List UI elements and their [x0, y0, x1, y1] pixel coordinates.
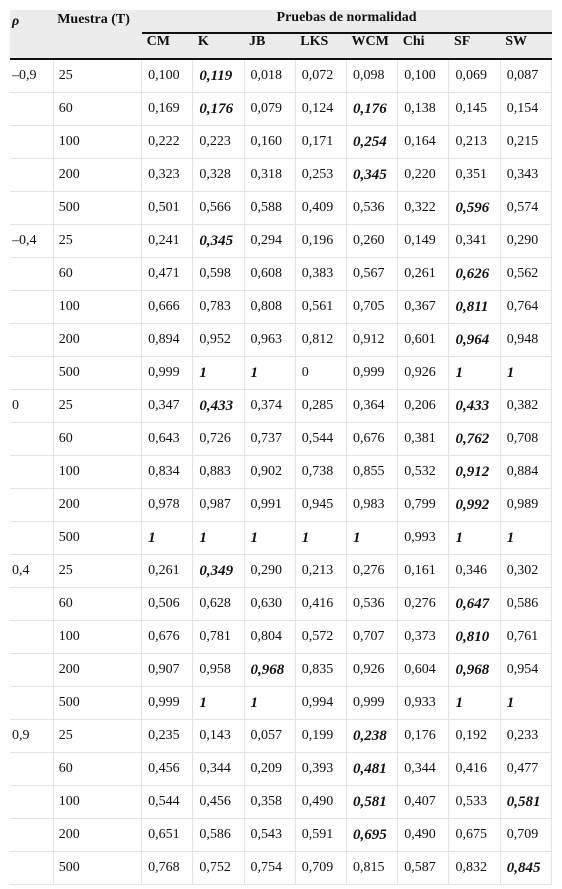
table-row: [10, 291, 552, 324]
value-cell-lks: 0,409: [295, 192, 346, 225]
value-cell-k: 0,952: [193, 324, 244, 357]
value-cell-wcm: 0,567: [347, 258, 398, 291]
value-cell-jb: 1: [244, 522, 295, 555]
value-cell-chi: 0,799: [398, 489, 449, 522]
value-cell-sw: 0,087: [500, 59, 551, 93]
value-cell-wcm: 0,999: [347, 687, 398, 720]
value-cell-sw: 0,215: [500, 126, 551, 159]
value-cell-cm: 0,643: [142, 423, 193, 456]
rho-cell: [10, 852, 53, 885]
value-cell-sw: 0,477: [500, 753, 551, 786]
sample-cell: 200: [53, 819, 141, 852]
header-sample: Muestra (T): [53, 10, 141, 59]
value-cell-jb: 0,318: [244, 159, 295, 192]
value-cell-k: 1: [193, 357, 244, 390]
value-cell-sw: 0,954: [500, 654, 551, 687]
value-cell-k: 0,726: [193, 423, 244, 456]
value-cell-lks: 0,572: [295, 621, 346, 654]
value-cell-k: 0,883: [193, 456, 244, 489]
value-cell-jb: 0,991: [244, 489, 295, 522]
rho-cell: –0,4: [10, 225, 53, 258]
value-cell-jb: 0,608: [244, 258, 295, 291]
rho-cell: [10, 753, 53, 786]
sample-cell: 100: [53, 621, 141, 654]
value-cell-wcm: 0,176: [347, 93, 398, 126]
value-cell-chi: 0,344: [398, 753, 449, 786]
value-cell-chi: 0,993: [398, 522, 449, 555]
rho-cell: [10, 456, 53, 489]
value-cell-lks: 1: [295, 522, 346, 555]
sample-cell: 500: [53, 687, 141, 720]
value-cell-sw: 0,708: [500, 423, 551, 456]
value-cell-cm: 0,999: [142, 357, 193, 390]
value-cell-lks: 0,561: [295, 291, 346, 324]
rho-cell: [10, 654, 53, 687]
value-cell-lks: 0,812: [295, 324, 346, 357]
value-cell-cm: 1: [142, 522, 193, 555]
value-cell-sw: 0,562: [500, 258, 551, 291]
value-cell-wcm: 0,581: [347, 786, 398, 819]
value-cell-k: 0,987: [193, 489, 244, 522]
value-cell-cm: 0,651: [142, 819, 193, 852]
value-cell-chi: 0,587: [398, 852, 449, 885]
sample-cell: 60: [53, 258, 141, 291]
value-cell-k: 0,781: [193, 621, 244, 654]
table-row: [10, 489, 552, 522]
value-cell-wcm: 0,364: [347, 390, 398, 423]
value-cell-wcm: 0,676: [347, 423, 398, 456]
value-cell-jb: 0,804: [244, 621, 295, 654]
value-cell-chi: 0,138: [398, 93, 449, 126]
value-cell-lks: 0,393: [295, 753, 346, 786]
value-cell-chi: 0,161: [398, 555, 449, 588]
value-cell-lks: 0,591: [295, 819, 346, 852]
value-cell-cm: 0,506: [142, 588, 193, 621]
value-cell-wcm: 0,695: [347, 819, 398, 852]
value-cell-sw: 0,989: [500, 489, 551, 522]
value-cell-lks: 0,738: [295, 456, 346, 489]
value-cell-chi: 0,322: [398, 192, 449, 225]
value-cell-k: 0,176: [193, 93, 244, 126]
value-cell-chi: 0,100: [398, 59, 449, 93]
value-cell-sf: 0,533: [449, 786, 500, 819]
value-cell-k: 0,628: [193, 588, 244, 621]
value-cell-sf: 0,762: [449, 423, 500, 456]
value-cell-chi: 0,220: [398, 159, 449, 192]
value-cell-chi: 0,490: [398, 819, 449, 852]
header-tests-group: Pruebas de normalidad: [142, 10, 552, 33]
value-cell-jb: 0,160: [244, 126, 295, 159]
value-cell-k: 0,119: [193, 59, 244, 93]
value-cell-chi: 0,381: [398, 423, 449, 456]
value-cell-jb: 0,209: [244, 753, 295, 786]
value-cell-chi: 0,164: [398, 126, 449, 159]
table-row: [10, 324, 552, 357]
rho-cell: [10, 159, 53, 192]
table-row: [10, 786, 552, 819]
rho-cell: [10, 258, 53, 291]
table-row: [10, 357, 552, 390]
value-cell-cm: 0,907: [142, 654, 193, 687]
rho-cell: [10, 93, 53, 126]
value-cell-wcm: 0,276: [347, 555, 398, 588]
value-cell-sw: 0,154: [500, 93, 551, 126]
value-cell-cm: 0,676: [142, 621, 193, 654]
value-cell-jb: 0,018: [244, 59, 295, 93]
value-cell-k: 0,344: [193, 753, 244, 786]
table-row: [10, 159, 552, 192]
value-cell-sw: 0,845: [500, 852, 551, 885]
value-cell-lks: 0,213: [295, 555, 346, 588]
value-cell-k: 1: [193, 687, 244, 720]
value-cell-chi: 0,149: [398, 225, 449, 258]
header-test-k: K: [193, 33, 244, 59]
rho-cell: [10, 291, 53, 324]
sample-cell: 200: [53, 324, 141, 357]
value-cell-sw: 0,586: [500, 588, 551, 621]
value-cell-sf: 0,192: [449, 720, 500, 753]
header-test-cm: CM: [142, 33, 193, 59]
table-row: [10, 192, 552, 225]
normality-tests-table: [10, 10, 552, 885]
value-cell-sf: 0,912: [449, 456, 500, 489]
sample-cell: 100: [53, 126, 141, 159]
value-cell-jb: 0,079: [244, 93, 295, 126]
value-cell-sw: 0,948: [500, 324, 551, 357]
table-row: [10, 522, 552, 555]
value-cell-sw: 1: [500, 357, 551, 390]
value-cell-sw: 0,574: [500, 192, 551, 225]
value-cell-k: 0,143: [193, 720, 244, 753]
header-test-sf: SF: [449, 33, 500, 59]
value-cell-sf: 0,968: [449, 654, 500, 687]
value-cell-sf: 1: [449, 687, 500, 720]
value-cell-sf: 0,069: [449, 59, 500, 93]
sample-cell: 500: [53, 522, 141, 555]
value-cell-cm: 0,978: [142, 489, 193, 522]
value-cell-sw: 1: [500, 522, 551, 555]
value-cell-jb: 0,902: [244, 456, 295, 489]
value-cell-chi: 0,933: [398, 687, 449, 720]
value-cell-chi: 0,261: [398, 258, 449, 291]
value-cell-sf: 1: [449, 522, 500, 555]
table-body: [10, 59, 552, 885]
sample-cell: 60: [53, 93, 141, 126]
sample-cell: 200: [53, 159, 141, 192]
sample-cell: 100: [53, 291, 141, 324]
rho-cell: [10, 192, 53, 225]
value-cell-wcm: 0,536: [347, 192, 398, 225]
value-cell-sw: 0,761: [500, 621, 551, 654]
value-cell-cm: 0,235: [142, 720, 193, 753]
table-row: [10, 93, 552, 126]
table-row: [10, 819, 552, 852]
value-cell-wcm: 0,926: [347, 654, 398, 687]
value-cell-sf: 0,433: [449, 390, 500, 423]
value-cell-wcm: 0,238: [347, 720, 398, 753]
value-cell-sw: 0,382: [500, 390, 551, 423]
rho-cell: 0,9: [10, 720, 53, 753]
value-cell-jb: 1: [244, 687, 295, 720]
value-cell-jb: 0,963: [244, 324, 295, 357]
value-cell-sf: 0,596: [449, 192, 500, 225]
value-cell-chi: 0,604: [398, 654, 449, 687]
header-test-wcm: WCM: [347, 33, 398, 59]
value-cell-sf: 0,811: [449, 291, 500, 324]
value-cell-sf: 0,832: [449, 852, 500, 885]
value-cell-sf: 1: [449, 357, 500, 390]
value-cell-lks: 0,196: [295, 225, 346, 258]
value-cell-wcm: 0,098: [347, 59, 398, 93]
table-header: [10, 10, 552, 59]
value-cell-k: 0,566: [193, 192, 244, 225]
value-cell-jb: 0,588: [244, 192, 295, 225]
value-cell-lks: 0,253: [295, 159, 346, 192]
value-cell-chi: 0,926: [398, 357, 449, 390]
table-row: [10, 555, 552, 588]
value-cell-cm: 0,834: [142, 456, 193, 489]
value-cell-lks: 0,835: [295, 654, 346, 687]
value-cell-sf: 0,992: [449, 489, 500, 522]
value-cell-wcm: 0,345: [347, 159, 398, 192]
sample-cell: 200: [53, 654, 141, 687]
table-row: [10, 687, 552, 720]
value-cell-lks: 0,490: [295, 786, 346, 819]
value-cell-sf: 0,810: [449, 621, 500, 654]
value-cell-cm: 0,222: [142, 126, 193, 159]
value-cell-sf: 0,351: [449, 159, 500, 192]
value-cell-lks: 0,994: [295, 687, 346, 720]
value-cell-jb: 1: [244, 357, 295, 390]
sample-cell: 100: [53, 456, 141, 489]
value-cell-wcm: 0,260: [347, 225, 398, 258]
value-cell-wcm: 0,912: [347, 324, 398, 357]
value-cell-jb: 0,543: [244, 819, 295, 852]
value-cell-jb: 0,754: [244, 852, 295, 885]
rho-cell: [10, 522, 53, 555]
value-cell-sf: 0,341: [449, 225, 500, 258]
value-cell-k: 0,598: [193, 258, 244, 291]
value-cell-lks: 0,124: [295, 93, 346, 126]
value-cell-k: 0,958: [193, 654, 244, 687]
sample-cell: 200: [53, 489, 141, 522]
sample-cell: 60: [53, 423, 141, 456]
value-cell-sf: 0,964: [449, 324, 500, 357]
value-cell-lks: 0,383: [295, 258, 346, 291]
value-cell-cm: 0,544: [142, 786, 193, 819]
value-cell-jb: 0,358: [244, 786, 295, 819]
value-cell-sw: 0,884: [500, 456, 551, 489]
value-cell-sf: 0,675: [449, 819, 500, 852]
table-row: [10, 588, 552, 621]
value-cell-wcm: 0,983: [347, 489, 398, 522]
rho-cell: 0: [10, 390, 53, 423]
value-cell-sf: 0,213: [449, 126, 500, 159]
value-cell-k: 0,586: [193, 819, 244, 852]
rho-cell: [10, 786, 53, 819]
value-cell-jb: 0,808: [244, 291, 295, 324]
value-cell-cm: 0,666: [142, 291, 193, 324]
value-cell-lks: 0,072: [295, 59, 346, 93]
value-cell-wcm: 0,999: [347, 357, 398, 390]
value-cell-cm: 0,999: [142, 687, 193, 720]
sample-cell: 60: [53, 753, 141, 786]
sample-cell: 60: [53, 588, 141, 621]
value-cell-k: 1: [193, 522, 244, 555]
value-cell-cm: 0,456: [142, 753, 193, 786]
table-row: [10, 720, 552, 753]
rho-cell: –0,9: [10, 59, 53, 93]
value-cell-chi: 0,407: [398, 786, 449, 819]
value-cell-wcm: 1: [347, 522, 398, 555]
value-cell-wcm: 0,254: [347, 126, 398, 159]
value-cell-sw: 0,290: [500, 225, 551, 258]
value-cell-sf: 0,416: [449, 753, 500, 786]
value-cell-sw: 0,343: [500, 159, 551, 192]
header-test-chi: Chi: [398, 33, 449, 59]
value-cell-cm: 0,347: [142, 390, 193, 423]
table-row: [10, 225, 552, 258]
value-cell-cm: 0,100: [142, 59, 193, 93]
value-cell-cm: 0,261: [142, 555, 193, 588]
value-cell-chi: 0,367: [398, 291, 449, 324]
table-row: [10, 423, 552, 456]
sample-cell: 500: [53, 192, 141, 225]
value-cell-jb: 0,630: [244, 588, 295, 621]
value-cell-k: 0,345: [193, 225, 244, 258]
value-cell-k: 0,456: [193, 786, 244, 819]
value-cell-lks: 0,416: [295, 588, 346, 621]
value-cell-sf: 0,626: [449, 258, 500, 291]
header-test-jb: JB: [244, 33, 295, 59]
normality-tests-table-container: [10, 10, 552, 885]
rho-cell: [10, 423, 53, 456]
value-cell-chi: 0,373: [398, 621, 449, 654]
value-cell-wcm: 0,707: [347, 621, 398, 654]
table-row: [10, 621, 552, 654]
table-row: [10, 390, 552, 423]
rho-cell: [10, 357, 53, 390]
table-row: [10, 852, 552, 885]
sample-cell: 100: [53, 786, 141, 819]
table-row: [10, 59, 552, 93]
header-rho: ρ: [10, 10, 53, 59]
table-row: [10, 126, 552, 159]
rho-cell: [10, 324, 53, 357]
rho-cell: [10, 588, 53, 621]
value-cell-sw: 0,581: [500, 786, 551, 819]
value-cell-lks: 0,945: [295, 489, 346, 522]
value-cell-lks: 0: [295, 357, 346, 390]
value-cell-k: 0,349: [193, 555, 244, 588]
sample-cell: 25: [53, 59, 141, 93]
value-cell-wcm: 0,855: [347, 456, 398, 489]
value-cell-chi: 0,176: [398, 720, 449, 753]
value-cell-cm: 0,894: [142, 324, 193, 357]
header-test-lks: LKS: [295, 33, 346, 59]
sample-cell: 500: [53, 357, 141, 390]
table-row: [10, 654, 552, 687]
value-cell-cm: 0,471: [142, 258, 193, 291]
value-cell-sw: 0,233: [500, 720, 551, 753]
value-cell-chi: 0,532: [398, 456, 449, 489]
sample-cell: 25: [53, 225, 141, 258]
rho-cell: 0,4: [10, 555, 53, 588]
value-cell-cm: 0,501: [142, 192, 193, 225]
sample-cell: 25: [53, 555, 141, 588]
rho-cell: [10, 126, 53, 159]
value-cell-k: 0,328: [193, 159, 244, 192]
value-cell-sf: 0,145: [449, 93, 500, 126]
value-cell-lks: 0,285: [295, 390, 346, 423]
value-cell-jb: 0,737: [244, 423, 295, 456]
value-cell-jb: 0,968: [244, 654, 295, 687]
value-cell-sw: 0,302: [500, 555, 551, 588]
value-cell-wcm: 0,536: [347, 588, 398, 621]
value-cell-sw: 0,709: [500, 819, 551, 852]
value-cell-k: 0,433: [193, 390, 244, 423]
value-cell-sf: 0,647: [449, 588, 500, 621]
sample-cell: 25: [53, 390, 141, 423]
value-cell-cm: 0,241: [142, 225, 193, 258]
value-cell-k: 0,223: [193, 126, 244, 159]
value-cell-jb: 0,374: [244, 390, 295, 423]
value-cell-sf: 0,346: [449, 555, 500, 588]
value-cell-cm: 0,169: [142, 93, 193, 126]
value-cell-chi: 0,206: [398, 390, 449, 423]
value-cell-jb: 0,294: [244, 225, 295, 258]
rho-cell: [10, 489, 53, 522]
sample-cell: 25: [53, 720, 141, 753]
value-cell-lks: 0,544: [295, 423, 346, 456]
table-row: [10, 258, 552, 291]
rho-cell: [10, 687, 53, 720]
value-cell-sw: 0,764: [500, 291, 551, 324]
value-cell-jb: 0,290: [244, 555, 295, 588]
value-cell-lks: 0,199: [295, 720, 346, 753]
sample-cell: 500: [53, 852, 141, 885]
header-test-sw: SW: [500, 33, 551, 59]
value-cell-jb: 0,057: [244, 720, 295, 753]
value-cell-wcm: 0,815: [347, 852, 398, 885]
rho-cell: [10, 621, 53, 654]
table-row: [10, 456, 552, 489]
value-cell-wcm: 0,481: [347, 753, 398, 786]
value-cell-cm: 0,768: [142, 852, 193, 885]
value-cell-lks: 0,171: [295, 126, 346, 159]
rho-cell: [10, 819, 53, 852]
value-cell-sw: 1: [500, 687, 551, 720]
value-cell-lks: 0,709: [295, 852, 346, 885]
value-cell-cm: 0,323: [142, 159, 193, 192]
value-cell-k: 0,752: [193, 852, 244, 885]
value-cell-chi: 0,276: [398, 588, 449, 621]
table-row: [10, 753, 552, 786]
value-cell-wcm: 0,705: [347, 291, 398, 324]
value-cell-chi: 0,601: [398, 324, 449, 357]
value-cell-k: 0,783: [193, 291, 244, 324]
